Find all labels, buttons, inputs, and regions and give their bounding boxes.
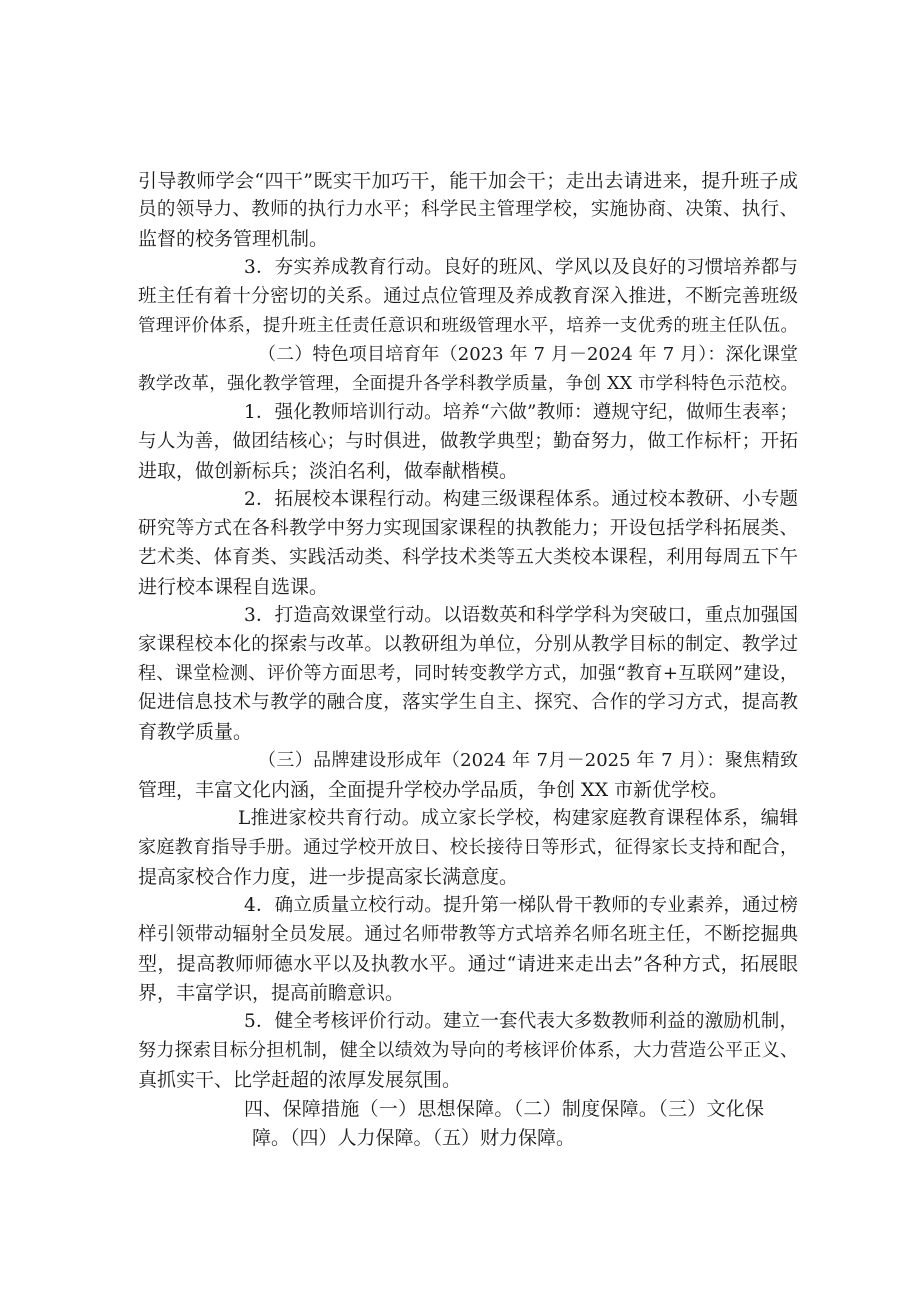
text-line: 教学改革，强化教学管理，全面提升各学科教学质量，争创 XX 市学科特色示范校。 bbox=[138, 374, 798, 394]
text-line: 真抓实干、比学赶超的浓厚发展氛围。 bbox=[138, 1069, 462, 1091]
text-line: 努力探索目标分担机制，健全以绩效为导向的考核评价体系，大力营造公平正义、 bbox=[138, 1040, 798, 1061]
text-line: 3．打造高效课堂行动。以语数英和科学学科为突破口，重点加强国 bbox=[244, 605, 798, 626]
text-line: 监督的校务管理机制。 bbox=[138, 228, 329, 250]
text-line: 样引领带动辐射全员发展。通过名师带教等方式培养名师名班主任，不断挖掘典 bbox=[138, 924, 798, 945]
text-line: 家课程校本化的探索与改革。以教研组为单位，分别从教学目标的制定、教学过 bbox=[138, 634, 798, 655]
text-line: 5．健全考核评价行动。建立一套代表大多数教师利益的激励机制， bbox=[244, 1011, 798, 1032]
text-line: 家庭教育指导手册。通过学校开放日、校长接待日等形式，征得家长支持和配合， bbox=[138, 837, 798, 858]
section-heading: （三）品牌建设形成年（2024 年 7月－2025 年 7 月）：聚焦精致 bbox=[258, 750, 798, 771]
text-line: 促进信息技术与教学的融合度，落实学生自主、探究、合作的学习方式，提高教 bbox=[138, 692, 798, 713]
section-heading: 四、保障措施（一）思想保障。（二）制度保障。（三）文化保 bbox=[244, 1098, 764, 1120]
text-line: L推进家校共育行动。成立家长学校，构建家庭教育课程体系，编辑 bbox=[238, 808, 798, 829]
text-line: 班主任有着十分密切的关系。通过点位管理及养成教育深入推进，不断完善班级 bbox=[138, 286, 798, 307]
text-line: 程、课堂检测、评价等方面思考，同时转变教学方式，加强“教育+互联网”建设， bbox=[138, 663, 798, 684]
section-heading: （二）特色项目培育年（2023 年 7 月－2024 年 7 月）：深化课堂 bbox=[258, 344, 798, 365]
text-line: 员的领导力、教师的执行力水平；科学民主管理学校，实施协商、决策、执行、 bbox=[138, 199, 798, 220]
text-line: 与人为善，做团结核心；与时俱进，做教学典型；勤奋努力，做工作标杆；开拓 bbox=[138, 431, 798, 452]
text-line: 管理评价体系，提升班主任责任意识和班级管理水平，培养一支优秀的班主任队伍。 bbox=[138, 316, 798, 336]
text-line: 提高家校合作力度，进一步提高家长满意度。 bbox=[138, 866, 519, 888]
text-line: 艺术类、体育类、实践活动类、科学技术类等五大类校本课程，利用每周五下午 bbox=[138, 547, 798, 568]
text-line: 2．拓展校本课程行动。构建三级课程体系。通过校本教研、小专题 bbox=[244, 489, 798, 510]
text-line: 界，丰富学识，提高前瞻意识。 bbox=[138, 982, 405, 1004]
text-line: 1．强化教师培训行动。培养“六做”教师：遵规守纪，做师生表率； bbox=[244, 402, 798, 423]
text-line: 4．确立质量立校行动。提升第一梯队骨干教师的专业素养，通过榜 bbox=[244, 895, 798, 916]
text-line: 型，提高教师师德水平以及执教水平。通过“请进来走出去”各种方式，拓展眼 bbox=[138, 953, 798, 975]
text-line: 引导教师学会“四干”既实干加巧干，能干加会干；走出去请进来，提升班子成 bbox=[138, 170, 798, 192]
text-line: 育教学质量。 bbox=[138, 721, 253, 743]
text-line: 进行校本课程自选课。 bbox=[138, 576, 329, 598]
text-line: 进取，做创新标兵；淡泊名利，做奉献楷模。 bbox=[138, 460, 519, 482]
text-line: 研究等方式在各科教学中努力实现国家课程的执教能力；开设包括学科拓展类、 bbox=[138, 518, 798, 539]
text-line: 障。（四）人力保障。（五）财力保障。 bbox=[252, 1127, 576, 1149]
text-line: 管理，丰富文化内涵，全面提升学校办学品质，争创 XX 市新优学校。 bbox=[138, 779, 729, 801]
text-line: 3．夯实养成教育行动。良好的班风、学风以及良好的习惯培养都与 bbox=[244, 257, 798, 278]
